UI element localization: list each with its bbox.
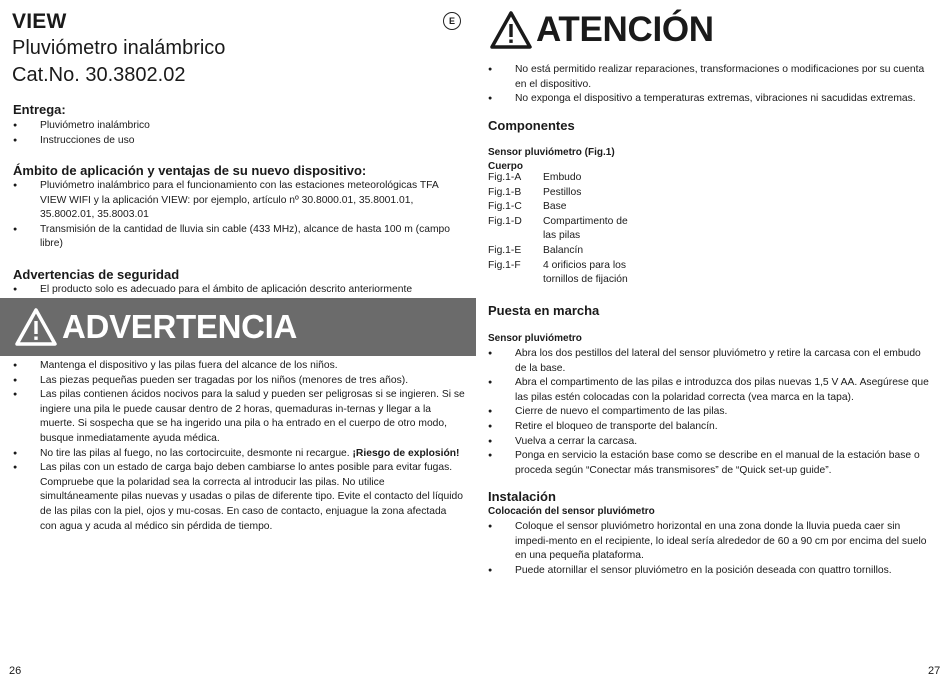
- install-subtitle: Colocación del sensor pluviómetro: [488, 506, 655, 517]
- page-number: 26: [9, 665, 22, 677]
- warning-banner: [0, 298, 476, 356]
- list-item: ● Abra los dos pestillos del lateral del sensor pluviómetro y retire la carcasa con el embudo de la base.: [488, 347, 933, 376]
- attention-list: [488, 63, 933, 107]
- language-badge: E: [443, 12, 461, 30]
- component-ref: Fig.1-C: [488, 201, 522, 213]
- table-row: [488, 244, 663, 259]
- list-item: ● Mantenga el dispositivo y las pilas fuera del alcance de los niños.: [13, 359, 465, 374]
- component-ref: Fig.1-E: [488, 244, 522, 256]
- component-name: 4 orificios para los tornillos de fijación: [543, 259, 628, 286]
- list-item: ● Puede atornillar el sensor pluviómetro en la posición deseada con quattro tornillos.: [488, 564, 933, 579]
- install-list: [488, 520, 933, 578]
- catalog-number: Cat.No. 30.3802.02: [12, 64, 186, 86]
- components-group: Cuerpo: [488, 161, 523, 172]
- component-name: Embudo: [543, 172, 582, 183]
- scope-heading: Ámbito de aplicación y ventajas de su nuevo dispositivo:: [13, 163, 367, 178]
- component-ref: Fig.1-B: [488, 186, 522, 198]
- list-item: ● Instrucciones de uso: [13, 134, 463, 149]
- startup-heading: Puesta en marcha: [488, 303, 600, 318]
- component-ref: Fig.1-A: [488, 172, 522, 183]
- attention-triangle-icon: [489, 10, 533, 50]
- table-row: [488, 186, 663, 201]
- list-item: ● Transmisión de la cantidad de lluvia sin cable (433 MHz), alcance de hasta 100 m (campo libre): [13, 223, 463, 252]
- table-row: [488, 171, 663, 186]
- component-name: Base: [543, 201, 567, 213]
- install-heading: Instalación: [488, 489, 556, 504]
- list-item: ● Abra el compartimento de las pilas e introduzca dos pilas nuevas 1,5 V AA. Asegúrese que las pilas estén colocadas con la polaridad correcta (vea marca en la tapa).: [488, 376, 933, 405]
- product-name: Pluviómetro inalámbrico: [12, 37, 226, 59]
- list-item: ● Coloque el sensor pluviómetro horizontal en una zona donde la lluvia pueda caer sin impedi-mento en el recipiente, lo ideal sería alrededor de 60 a 90 cm por encima del suelo en una pequeña plataforma.: [488, 520, 933, 564]
- component-name: Compartimento de las pilas: [543, 215, 628, 242]
- list-item: ● Pluviómetro inalámbrico: [13, 119, 463, 134]
- component-name: Balancín: [543, 244, 584, 256]
- table-row: [488, 215, 663, 244]
- brand-title: VIEW: [12, 10, 67, 33]
- right-page: [476, 0, 950, 691]
- startup-subtitle: Sensor pluviómetro: [488, 333, 582, 344]
- list-item: ● No está permitido realizar reparaciones, transformaciones o modificaciones por su cuenta en el dispositivo.: [488, 63, 933, 92]
- fire-warning-text: No tire las pilas al fuego, no las cortocircuite, desmonte ni recargue.: [40, 447, 353, 459]
- scope-list: [13, 179, 463, 252]
- warning-list: [13, 359, 465, 534]
- delivery-heading: Entrega:: [13, 102, 66, 117]
- warning-title: ADVERTENCIA: [62, 308, 298, 345]
- components-table: [488, 171, 663, 288]
- list-item: ● Cierre de nuevo el compartimento de las pilas.: [488, 405, 933, 420]
- list-item: ● El producto solo es adecuado para el ámbito de aplicación descrito anteriormente: [13, 283, 463, 298]
- list-item: ● No exponga el dispositivo a temperaturas extremas, vibraciones ni sacudidas extremas.: [488, 92, 933, 107]
- page-number: 27: [928, 665, 941, 677]
- list-item: ● Ponga en servicio la estación base como se describe en el manual de la estación base o proceda según “Conectar más transmisores” de “Quick set-up guide”.: [488, 449, 933, 478]
- safety-list: [13, 283, 463, 298]
- list-item: ● Las pilas contienen ácidos nocivos para la salud y pueden ser peligrosas si se ingieren. Si se ingiere una pila le puede causar dentro de 2 horas, quemaduras in-ternas y llegar a la muerte. Si sospecha que se ha ingerido una pila o ha entrado en el cuerpo de otro modo, busque inmediatamente ayuda médica.: [13, 388, 465, 446]
- components-heading: Componentes: [488, 118, 575, 133]
- component-ref: Fig.1-D: [488, 215, 522, 227]
- attention-title: ATENCIÓN: [536, 10, 714, 49]
- list-item: ● Las pilas con un estado de carga bajo deben cambiarse lo antes posible para evitar fugas. Compruebe que la polaridad sea la correcta al introducir las pilas. No utilice simultáneamente pilas nuevas y usadas o pilas de diferente tipo. Evite el contacto del líquido de las pilas con la piel, ojos y mu-cosas. En caso de contacto, enjuague la zona afectada con agua y acuda al médico sin pérdida de tiempo.: [13, 461, 465, 534]
- list-item: ● Pluviómetro inalámbrico para el funcionamiento con las estaciones meteorológicas TFA VIEW WIFI y la aplicación VIEW: por ejemplo, artículo nº 30.8000.01, 35.8001.01, 35.8002.01, 35.8003.01: [13, 179, 463, 223]
- component-ref: Fig.1-F: [488, 259, 521, 271]
- table-row: [488, 259, 663, 288]
- list-item: ● Retire el bloqueo de transporte del balancín.: [488, 420, 933, 435]
- list-item: [13, 447, 465, 462]
- component-name: Pestillos: [543, 186, 582, 198]
- warning-triangle-icon: [14, 307, 58, 347]
- startup-list: [488, 347, 933, 478]
- list-item: ● Las piezas pequeñas pueden ser tragadas por los niños (menores de tres años).: [13, 374, 465, 389]
- components-subtitle: Sensor pluviómetro (Fig.1): [488, 147, 615, 158]
- explosion-risk-text: ¡Riesgo de explosión!: [352, 447, 460, 459]
- list-item: ● Vuelva a cerrar la carcasa.: [488, 435, 933, 450]
- delivery-list: [13, 119, 463, 148]
- safety-heading: Advertencias de seguridad: [13, 267, 180, 282]
- table-row: [488, 200, 663, 215]
